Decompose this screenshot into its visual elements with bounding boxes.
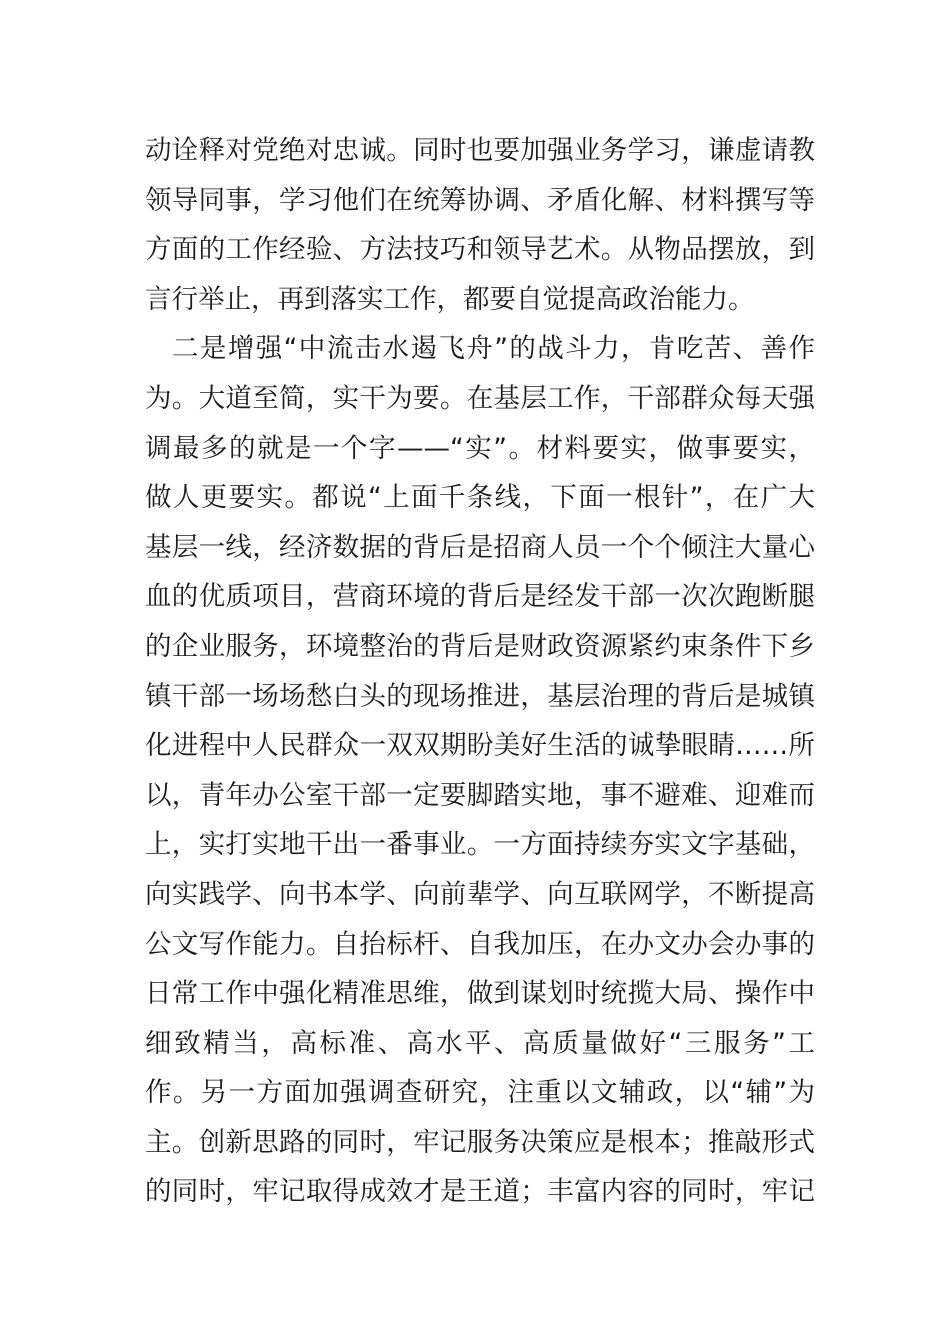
body-text xyxy=(145,126,815,1217)
text-line: 日常工作中强化精准思维，做到谋划时统揽大局、操作中 xyxy=(145,978,815,1010)
text-line: 动诠释对党绝对忠诚。同时也要加强业务学习，谦虚请教 xyxy=(145,135,815,166)
text-line: 镇干部一场场愁白头的现场推进，基层治理的背后是城镇 xyxy=(145,680,815,712)
text-line: 血的优质项目，营商环境的背后是经发干部一次次跑断腿 xyxy=(145,581,815,613)
text-line: 以，青年办公室干部一定要脚踏实地，事不避难、迎难而 xyxy=(145,779,815,811)
text-line: 的企业服务，环境整治的背后是财政资源紧约束条件下乡 xyxy=(145,630,815,662)
text-line: 方面的工作经验、方法技巧和领导艺术。从物品摆放，到 xyxy=(145,234,815,266)
text-line: 上，实打实地干出一番事业。一方面持续夯实文字基础， xyxy=(145,829,815,861)
text-line: 化进程中人民群众一双双期盼美好生活的诚挚眼睛……所 xyxy=(145,730,815,762)
text-line: 调最多的就是一个字——“实”。材料要实，做事要实， xyxy=(145,432,815,464)
text-line: 细致精当，高标准、高水平、高质量做好“三服务”工 xyxy=(145,1027,815,1059)
text-line: 为。大道至简，实干为要。在基层工作，干部群众每天强 xyxy=(145,382,815,414)
text-line: 领导同事，学习他们在统筹协调、矛盾化解、材料撰写等 xyxy=(145,184,815,216)
text-line: 主。创新思路的同时，牢记服务决策应是根本；推敲形式 xyxy=(145,1126,815,1158)
paragraph-start-line: 二是增强“中流击水遏飞舟”的战斗力，肯吃苦、善作 xyxy=(172,333,815,365)
text-line: 向实践学、向书本学、向前辈学、向互联网学，不断提高 xyxy=(145,878,815,910)
text-line: 基层一线，经济数据的背后是招商人员一个个倾注大量心 xyxy=(145,531,815,563)
text-line: 做人更要实。都说“上面千条线，下面一根针”，在广大 xyxy=(145,482,815,514)
paragraph-end-line: 言行举止，再到落实工作，都要自觉提高政治能力。 xyxy=(145,283,755,315)
text-line: 作。另一方面加强调查研究，注重以文辅政，以“辅”为 xyxy=(145,1077,815,1109)
text-line: 的同时，牢记取得成效才是王道；丰富内容的同时，牢记 xyxy=(145,1176,815,1208)
text-line: 公文写作能力。自抬标杆、自我加压，在办文办会办事的 xyxy=(145,928,815,960)
